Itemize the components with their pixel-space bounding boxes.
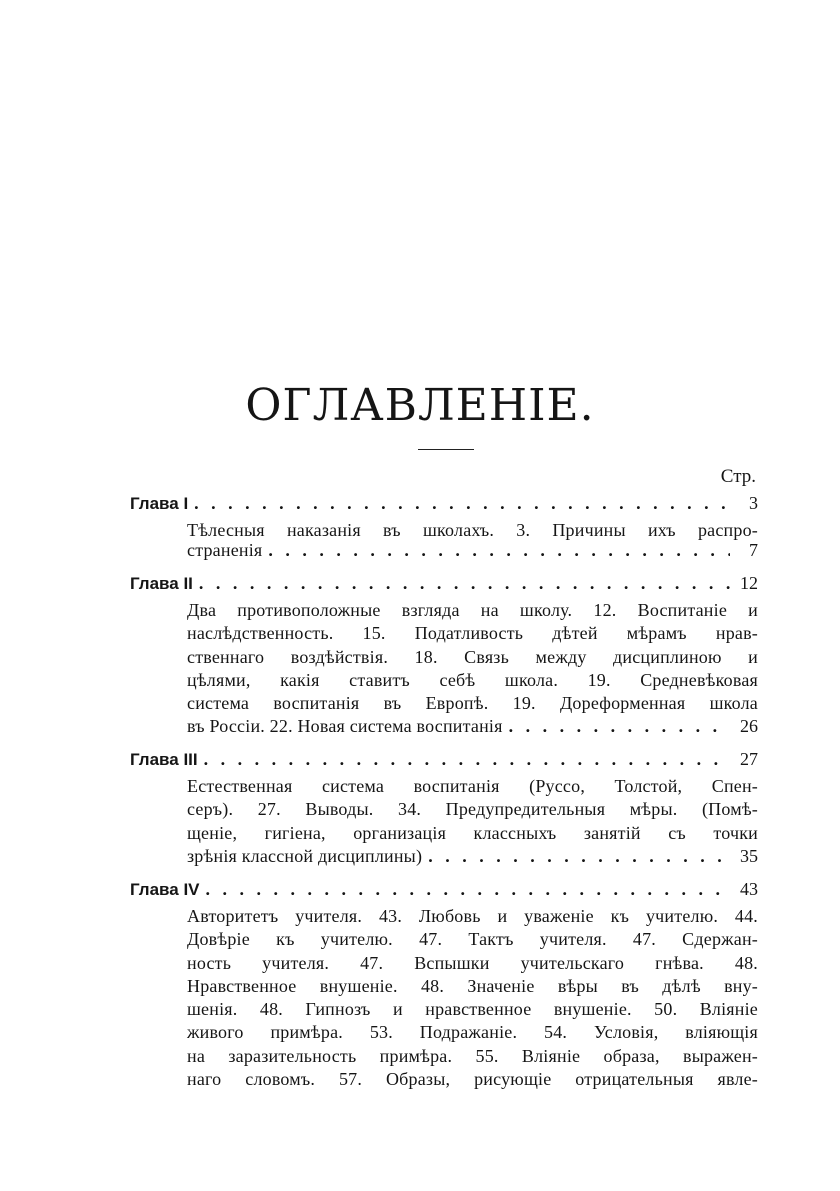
toc-chapter-2 bbox=[130, 570, 758, 596]
title-divider bbox=[418, 449, 474, 450]
toc-chapter-3 bbox=[130, 746, 758, 772]
description-text: наслѣдственность. 15. Податливость дѣтей мѣрамъ нрав- bbox=[187, 623, 758, 643]
dot-leader bbox=[509, 713, 730, 739]
dot-leader bbox=[428, 843, 730, 869]
page-column-header: Стр. bbox=[720, 466, 756, 487]
description-text: страненія bbox=[187, 540, 263, 560]
dot-leader bbox=[199, 570, 730, 596]
chapter-label: Глава II bbox=[130, 574, 193, 593]
description-text: Два противоположные взгляда на школу. 12. Воспитаніе и bbox=[187, 600, 758, 620]
description-text: ственнаго воздѣйствія. 18. Связь между дисциплиною и bbox=[187, 647, 758, 667]
description-text: цѣлями, какія ставитъ себѣ школа. 19. Средневѣковая bbox=[187, 670, 758, 690]
section-page-number: 35 bbox=[740, 846, 758, 866]
chapter-page-number: 27 bbox=[740, 749, 758, 769]
description-text: Авторитетъ учителя. 43. Любовь и уваженіе къ учителю. 44. bbox=[187, 906, 758, 926]
toc-description-line bbox=[187, 796, 758, 822]
dot-leader bbox=[194, 490, 730, 516]
chapter-page-number: 3 bbox=[749, 493, 758, 513]
toc-chapter-4 bbox=[130, 876, 758, 902]
section-page-number: 7 bbox=[749, 540, 758, 560]
toc-description-line bbox=[187, 620, 758, 646]
chapter-label: Глава IV bbox=[130, 880, 200, 899]
chapter-label: Глава III bbox=[130, 750, 198, 769]
dot-leader bbox=[268, 537, 730, 563]
toc-chapter-1 bbox=[130, 490, 758, 516]
page-title: ОГЛАВЛЕНІЕ. bbox=[245, 380, 595, 431]
toc-description-line bbox=[187, 713, 758, 739]
description-text: на заразительность примѣра. 55. Вліяніе образа, выражен- bbox=[187, 1046, 758, 1066]
description-text: Тѣлесныя наказанія въ школахъ. 3. Причины ихъ распро- bbox=[187, 520, 758, 540]
description-text: живого примѣра. 53. Подражаніе. 54. Условія, вліяющія bbox=[187, 1022, 758, 1042]
chapter-label: Глава I bbox=[130, 494, 189, 513]
toc-description-line bbox=[187, 843, 758, 869]
description-text: наго словомъ. 57. Образы, рисующіе отрицательныя явле- bbox=[187, 1069, 758, 1089]
description-text: въ Россіи. 22. Новая система воспитанія bbox=[187, 716, 503, 736]
description-text: шенія. 48. Гипнозъ и нравственное внушеніе. 50. Вліяніе bbox=[187, 999, 758, 1019]
description-text: ность учителя. 47. Вспышки учительскаго гнѣва. 48. bbox=[187, 953, 758, 973]
toc-description-line bbox=[187, 926, 758, 952]
dot-leader bbox=[206, 876, 730, 902]
toc-description-line bbox=[187, 537, 758, 563]
chapter-page-number: 43 bbox=[740, 879, 758, 899]
description-text: зрѣнія классной дисциплины) bbox=[187, 846, 423, 866]
toc-description-line bbox=[187, 1019, 758, 1045]
dot-leader bbox=[204, 746, 730, 772]
toc-description-line bbox=[187, 1066, 758, 1092]
description-text: Нравственное внушеніе. 48. Значеніе вѣры въ дѣлѣ вну- bbox=[187, 976, 758, 996]
description-text: серъ). 27. Выводы. 34. Предупредительныя мѣры. (Помѣ- bbox=[187, 799, 758, 819]
section-page-number: 26 bbox=[740, 716, 758, 736]
description-text: система воспитанія въ Европѣ. 19. Дореформенная школа bbox=[187, 693, 758, 713]
chapter-page-number: 12 bbox=[740, 573, 758, 593]
description-text: Довѣріе къ учителю. 47. Тактъ учителя. 47. Сдержан- bbox=[187, 929, 758, 949]
description-text: Естественная система воспитанія (Руссо, Толстой, Спен- bbox=[187, 776, 758, 796]
description-text: щеніе, гигіена, организація классныхъ занятій съ точки bbox=[187, 823, 758, 843]
